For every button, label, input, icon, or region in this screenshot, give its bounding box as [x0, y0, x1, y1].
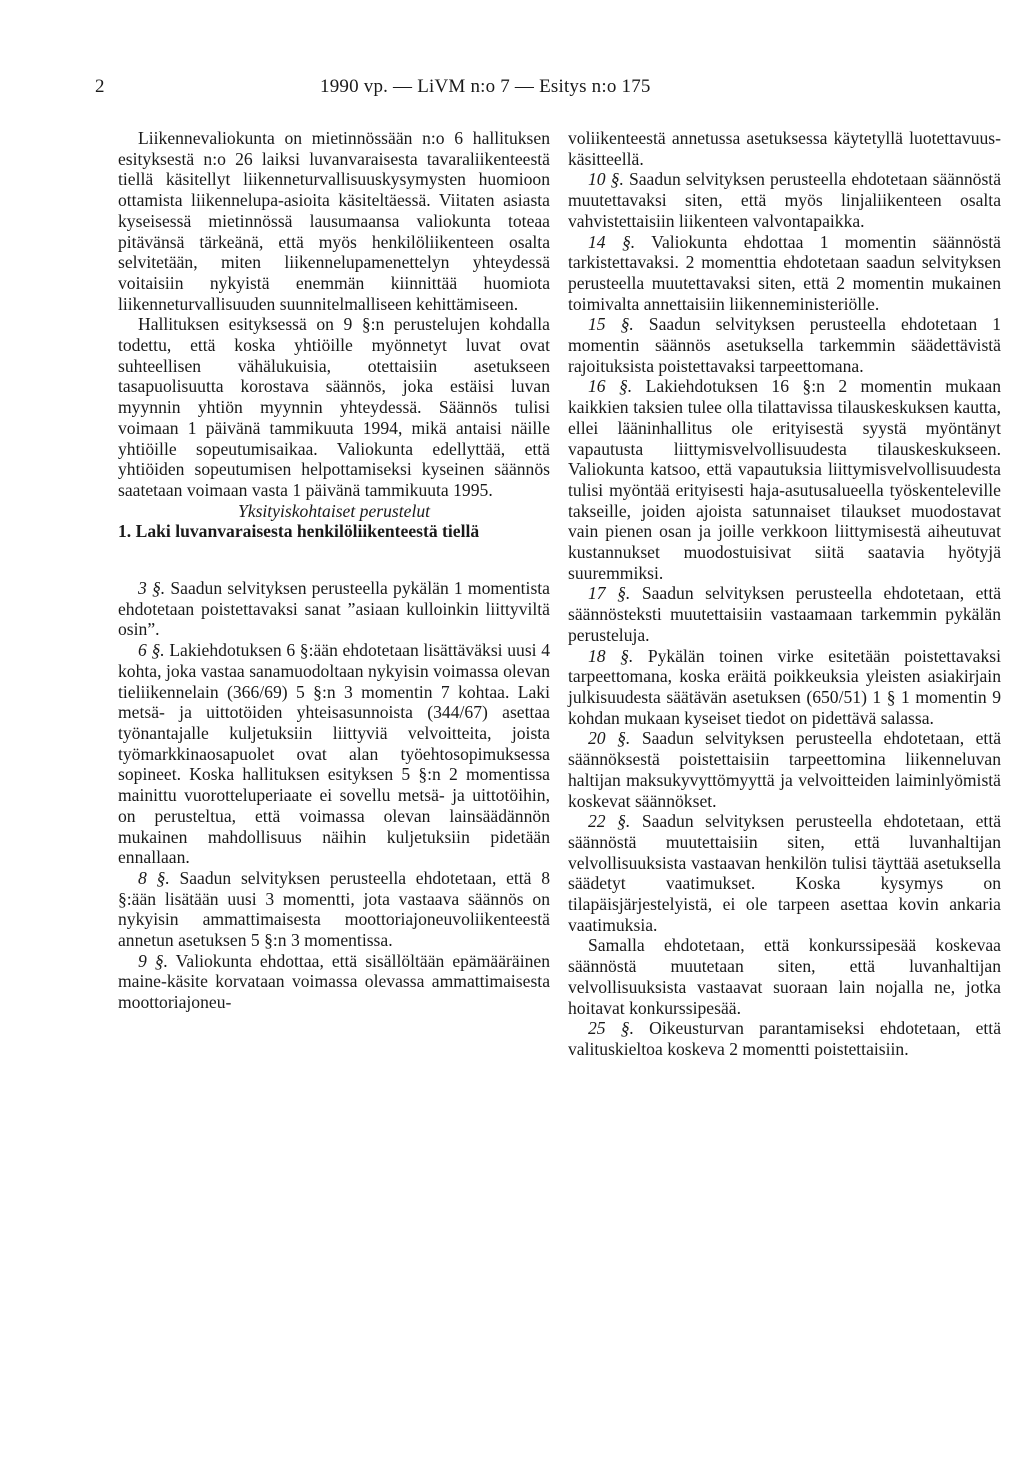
section-text: Saadun selvityksen perusteella ehdotetaan, että säännöksestä poistettaisiin tarpeettomina liikenneluvan haltijan maksukyvyttömyyttä ja velvoitteiden laiminlyömistä koskevat säännökset. [568, 728, 1002, 811]
section-paragraph [568, 583, 1001, 645]
section-label: 10 §. [588, 169, 624, 190]
section-text: Saadun selvityksen perusteella ehdotetaan, että 8 §:ään lisätään uusi 3 momentti, jota vastaava säännös on nykyisin ammattimaisesta moottoriajoneuvoliikenteestä annetun asetuksen 5 §:n 3 momentissa. [118, 867, 550, 951]
paragraph: Liikennevaliokunta on mietinnössään n:o 6 hallituksen esityksestä n:o 26 laiksi luvanvaraisesta tavaraliikenteestä tiellä käsitellyt liikenneturvallisuuskysymysten huomioon ottamista liikennelupa-asioita käsiteltäessä. Viitaten asiasta kyseisessä mietinnössä lausumaansa valiokunta toteaa pitävänsä tärkeänä, että myös henkilöliikenteen osalta selvitetään, miten liikennelupamenettelyn yhteydessä voitaisiin nykyistä enemmän kiinnittää huomiota liikenneturvallisuuden suunnitelmalliseen kehittämiseen. [118, 128, 550, 314]
section-label: 15 §. [588, 314, 634, 335]
section-text: Pykälän toinen virke esitetään poistettavaksi tarpeettomana, koska eräitä poikkeuksia yleisten asiakirjain julkisuudesta säätävän asetuksen (650/51) 1 § 1 momentin 9 kohdan mukaan kyseiset tiedot on pidettävä salassa. [568, 645, 1002, 728]
section-paragraph [118, 640, 550, 868]
paragraph: Samalla ehdotetaan, että konkurssipesää koskevaa säännöstä muutetaan siten, että luvanhaltijan velvollisuuksista vastaavat suoraan lain nojalla ne, jotka hoitavat konkurssipesää. [568, 935, 1001, 1018]
section-paragraph [568, 314, 1001, 376]
section-label: 8 §. [138, 867, 170, 888]
section-label: 14 §. [588, 231, 636, 252]
section-text: Lakiehdotuksen 6 §:ään ehdotetaan lisättäväksi uusi 4 kohta, joka vastaa sanamuodoltaan nykyisin voimassa olevan tieliikennelain (366/69) 5 §:n 3 momentin 7 kohtaa. Laki metsä- ja uittotöiden yhteisasunnoista (344/67) asettaa työnantajalle kuljetuksiin liittyviä velvoitteita, joista työmarkkinaosapuolet ovat alan työehtosopimuksessa sopineet. Koska hallituksen esityksen 5 §:n 2 momentissa mainittu vuorotteluperiaate ei sovellu metsä- ja uittotöihin, on perusteltua, että voimassa olevan lainsäädännön mukainen mahdollisuus näihin kuljetuksiin pidetään ennallaan. [118, 640, 551, 868]
section-paragraph [568, 1018, 1001, 1059]
left-column [118, 128, 550, 1013]
page-number: 2 [95, 76, 105, 97]
section-paragraph [568, 646, 1001, 729]
section-label: 6 §. [138, 640, 165, 661]
section-label: 9 §. [138, 950, 168, 971]
section-label: 20 §. [588, 728, 631, 749]
section-paragraph [568, 169, 1001, 231]
running-head: 1990 vp. — LiVM n:o 7 — Esitys n:o 175 [320, 76, 651, 97]
section-text: Saadun selvityksen perusteella ehdotetaan 1 momentin säännös asetuksella tarkemmin säädettävistä rajoituksista poistettavaksi tarpeettomana. [568, 314, 1001, 376]
section-paragraph [568, 811, 1001, 935]
section-label: 16 §. [588, 376, 633, 397]
section-paragraph [118, 868, 550, 951]
section-label: 25 §. [588, 1018, 634, 1039]
section-paragraph [118, 578, 550, 640]
section-paragraph [568, 728, 1001, 811]
section-text: Saadun selvityksen perusteella ehdotetaan, että säännöstä muutettaisiin siten, että luvanhaltijan velvollisuuksista vastaavan henkilön tulisi täyttää asetuksella säädetyt vaatimukset. Koska kysymys on tilapäisjärjestelyistä, ei ole tarpeen asettaa kovin ankaria vaatimuksia. [568, 811, 1002, 935]
paragraph-continuation: voliikenteestä annetussa asetuksessa käytetyllä luotettavuus-käsitteellä. [568, 128, 1001, 169]
section-text: Saadun selvityksen perusteella ehdotetaan, että säännösteksti muutettaisiin vastaamaan tarkemmin pykälän perusteluja. [568, 583, 1002, 645]
right-column [568, 128, 1001, 1060]
section-text: Valiokunta ehdottaa 1 momentin säännöstä tarkistettavaksi. 2 momenttia ehdotetaan saadun selvityksen perusteella muutettavaksi siten, että 2 momentin mukainen toimivalta annettaisiin liikenneministeriölle. [568, 231, 1001, 314]
section-label: 22 §. [588, 811, 631, 832]
section-text: Lakiehdotuksen 16 §:n 2 momentin mukaan kaikkien taksien tulee olla tilattavissa tilauskeskuksen kautta, ellei lääninhallitus ole erityisestä syystä myöntänyt vapautusta liittymisvelvollisuudesta tilauskeskukseen. Valiokunta katsoo, että vapautuksia liittymisvelvollisuudesta tulisi myöntää erityisesti haja-asutusalueella työskenteleville takseille, joiden ajoista satunnaiset tilaukset muodostavat vain pienen osan ja joille verkkoon liittymisestä aiheutuvat kustannukset muodostuisivat siitä saatavia hyötyjä suuremmiksi. [568, 376, 1002, 583]
law-heading: 1. Laki luvanvaraisesta henkilöliikenteestä tiellä [118, 521, 480, 542]
section-text: Saadun selvityksen perusteella pykälän 1 momentista ehdotetaan poistettavaksi sanat ”asiaan kulloinkin liittyviltä osin”. [118, 578, 550, 640]
section-text: Valiokunta ehdottaa, että sisällöltään epämääräinen maine-käsite korvataan voimassa olevassa ammattimaisesta moottoriajoneu- [118, 950, 551, 1013]
section-text: Oikeusturvan parantamiseksi ehdotetaan, että valituskieltoa koskeva 2 momentti poistettaisiin. [568, 1018, 1001, 1059]
section-label: 18 §. [588, 645, 634, 666]
section-heading-italic: Yksityiskohtaiset perustelut [237, 500, 431, 521]
section-paragraph [118, 951, 550, 1013]
section-paragraph [568, 376, 1001, 583]
section-paragraph [568, 232, 1001, 315]
section-label: 3 §. [138, 578, 166, 599]
section-text: Saadun selvityksen perusteella ehdotetaan säännöstä muutettavaksi siten, että myös linjaliikenteen osalta vahvistettaisiin liikenteen valvontapaikka. [568, 169, 1002, 231]
section-label: 17 §. [588, 583, 631, 604]
paragraph: Hallituksen esityksessä on 9 §:n perustelujen kohdalla todettu, että koska yhtiöille myönnetyt luvat ovat suhteellisen vähälukuisia, otettaisiin asetukseen tasapuolisuutta korostava säännös, joka estäisi luvan myynnin yhtiön myynnin yhteydessä. Säännös tulisi voimaan 1 päivänä tammikuuta 1994, mikä antaisi näille yhtiöille sopeutumisaikaa. Valiokunta edellyttää, että yhtiöiden sopeutumisen helpottamiseksi kyseinen säännös saatetaan voimaan vasta 1 päivänä tammikuuta 1995. [118, 314, 550, 500]
